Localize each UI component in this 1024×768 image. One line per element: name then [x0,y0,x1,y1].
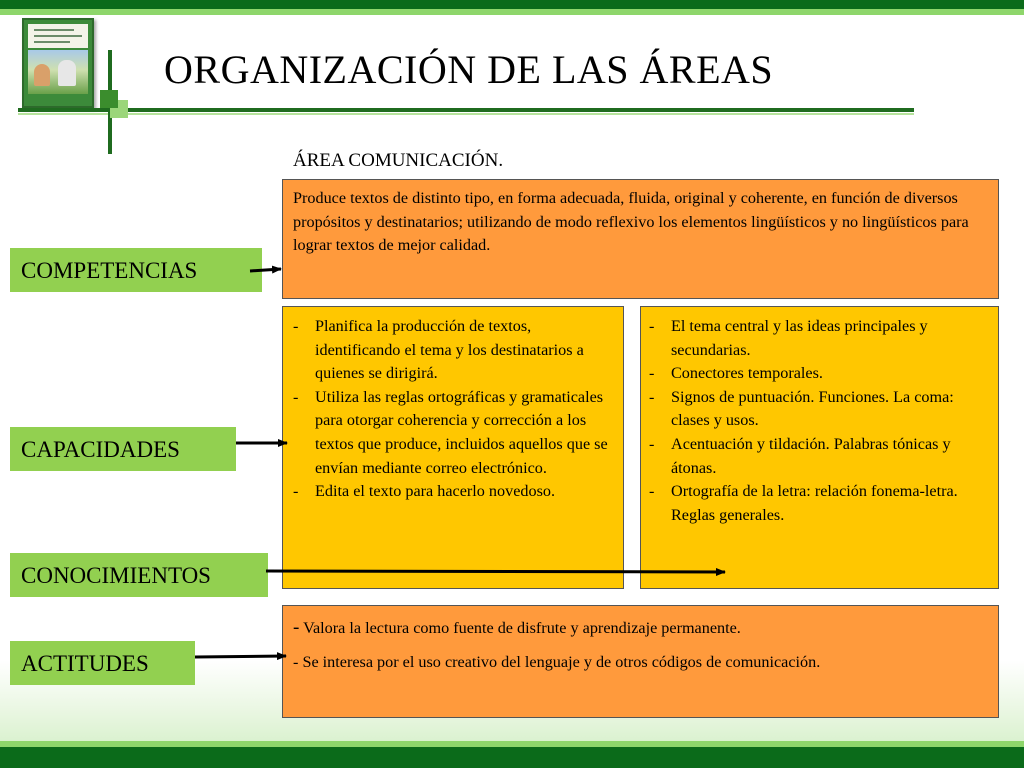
competencias-text: Produce textos de distinto tipo, en forma adecuada, fluida, original y coherente, en función de diversos propósitos y destinatarios; utilizando de modo reflexivo los elementos lingüísticos y no lingüísticos para lograr textos de mejor calidad. [293,189,969,255]
list-item: - Acentuación y tildación. Palabras tónicas y átonas. [649,434,951,477]
actitudes-item: - Se interesa por el uso creativo del lenguaje y de otros códigos de comunicación. [293,652,821,671]
list-item: - Conectores temporales. [649,364,823,383]
label-capacidades: CAPACIDADES [10,427,236,471]
actitudes-item: - Valora la lectura como fuente de disfrute y aprendizaje permanente. [293,617,741,638]
decorative-square-dark [100,90,118,108]
list-item: - El tema central y las ideas principales y secundarias. [649,317,928,359]
competencias-box [282,179,999,299]
capacidades-list [293,315,615,504]
label-competencias: COMPETENCIAS [10,248,262,292]
conocimientos-list [649,315,990,527]
area-subtitle: ÁREA COMUNICACIÓN. [293,150,504,171]
actitudes-box [282,605,999,718]
top-border-stripe [0,9,1024,15]
conocimientos-box [640,306,999,589]
cover-title-band [28,24,88,48]
list-item: - Signos de puntuación. Funciones. La coma: clases y usos. [649,387,954,430]
cover-figure [34,64,50,86]
list-item: - Edita el texto para hacerlo novedoso. [293,482,556,501]
capacidades-box [282,306,624,589]
arrow-actitudes [195,656,286,657]
list-item: - Ortografía de la letra: relación fonema-letra. Reglas generales. [649,482,958,524]
title-underline-shadow [18,113,914,115]
label-conocimientos: CONOCIMIENTOS [10,553,268,597]
label-actitudes: ACTITUDES [10,641,195,685]
page-title: ORGANIZACIÓN DE LAS ÁREAS [164,47,774,92]
cover-figure [58,60,76,86]
list-item: - Planifica la producción de textos, identificando el tema y los destinatarios a quienes se dirigirá. [293,317,584,383]
list-item: - Utiliza las reglas ortográficas y gramaticales para otorgar coherencia y corrección a los textos que produce, incluidos aquellos que se envían mediante correo electrónico. [293,387,608,477]
bottom-border-bar [0,747,1024,768]
book-cover-image [22,18,94,108]
top-border-bar [0,0,1024,9]
title-underline [18,108,914,112]
